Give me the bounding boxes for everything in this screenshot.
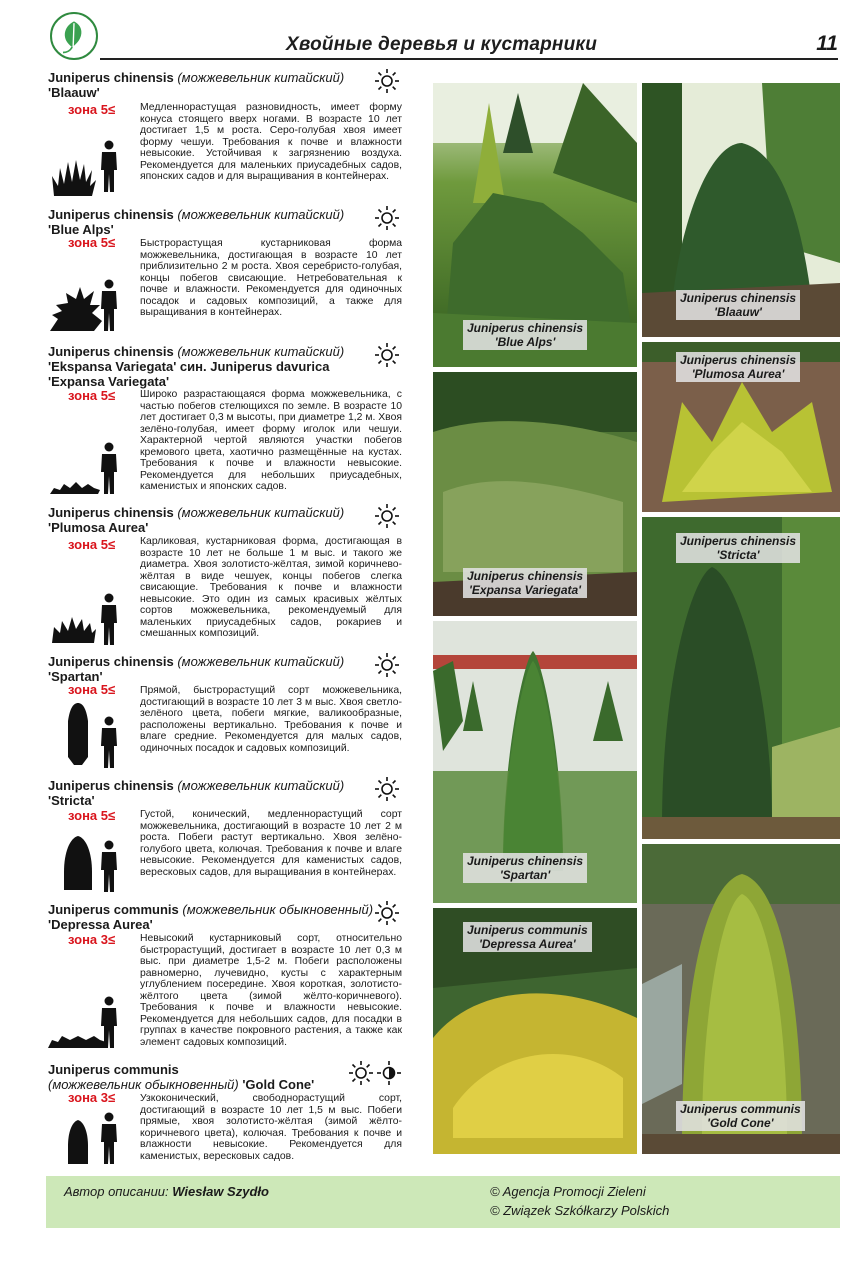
photo-caption: Juniperus communis 'Gold Cone' xyxy=(676,1101,805,1131)
entry-cultivar: 'Ekspansa Variegata' син. Juniperus davurica xyxy=(48,359,330,374)
sun-icon xyxy=(374,776,400,802)
entry-spartan xyxy=(48,654,404,770)
entry-plumosa-aurea xyxy=(48,505,404,650)
photo-caption: Juniperus chinensis 'Expansa Variegata' xyxy=(463,568,587,598)
half-shade-icon xyxy=(376,1060,402,1086)
sun-icon xyxy=(374,900,400,926)
photo-expansa-variegata xyxy=(433,372,637,616)
person-silhouette-icon xyxy=(98,140,120,192)
entry-description: Невысокий кустарниковый сорт, относительно быстрорастущий, достигает в возрасте 10 лет 0,3 м выс. при диаметре 1,5-2 м. Побеги расположены равномерно, лучевидно, кусты с характерным углублением посередине. Хвоя короткая, золотисто-жёлтого цвета (зимой жёлто-коричневого). Требования к почве и влажности невысокие. Рекомендуется для небольших садов, для посадки в группах в качестве покровного растения, а также как элемент садовых композиций. xyxy=(140,933,402,1048)
entry-cultivar: 'Depressa Aurea' xyxy=(48,917,153,932)
zone-label: зона 3≤ xyxy=(68,1090,116,1105)
page-number: 11 xyxy=(816,32,838,55)
entry-latin-name: Juniperus chinensis (можжевельник китайский) xyxy=(48,70,345,85)
photo-caption: Juniperus chinensis 'Blaauw' xyxy=(676,290,800,320)
leaf-logo-icon xyxy=(50,12,98,60)
entry-expansa-variegata xyxy=(48,344,404,500)
sun-icon xyxy=(374,342,400,368)
sun-icon xyxy=(348,1060,374,1086)
footer-author: Автор описании: Wiesław Szydło xyxy=(64,1184,269,1199)
photo-blue-alps xyxy=(433,83,637,367)
person-silhouette-icon xyxy=(98,1112,120,1164)
photo-spartan xyxy=(433,621,637,903)
person-silhouette-icon xyxy=(98,996,120,1048)
entry-description: Прямой, быстрорастущий сорт можжевельника, достигающий в возрасте 10 лет 3 м выс. Хвоя светло-зелёного цвета, побеги мягкие, валикообразные, расположены вертикально. Требования к почве и влаге средние. Рекомендуется для малых садов, одиночных посадок и садовых композиций. xyxy=(140,685,402,754)
entry-description: Быстрорастущая кустарниковая форма можжевельника, достигающая в возрасте 10 лет приблизительно 2 м роста. Хвоя серебристо-голубая, концы побегов свисающие. Нетребовательная к почве и влажности. Рекомендуется для одиночных посадок и садовых композиций, а также для выращивания в контейнерах. xyxy=(140,238,402,318)
entry-blaauw xyxy=(48,70,404,200)
entry-latin-name: Juniperus communis xyxy=(48,1062,179,1077)
photo-blaauw xyxy=(642,83,840,337)
photo-caption: Juniperus chinensis 'Spartan' xyxy=(463,853,587,883)
photo-caption: Juniperus chinensis 'Stricta' xyxy=(676,533,800,563)
zone-label: зона 5≤ xyxy=(68,682,116,697)
entry-cultivar: (можжевельник обыкновенный) 'Gold Cone' xyxy=(48,1077,315,1092)
entry-cultivar-synonym: 'Expansa Variegata' xyxy=(48,374,170,389)
entry-cultivar: 'Stricta' xyxy=(48,793,95,808)
entry-latin-name: Juniperus chinensis (можжевельник китайский) xyxy=(48,344,345,359)
entry-description: Карликовая, кустарниковая форма, достигающая в возрасте 10 лет не больше 1 м выс. и такого же диаметра. Хвоя золотисто-жёлтая, зимой коричнево-жёлтая в виде чешуек, концы побегов слегка свисающие. Требования к почве и влажности невысокие. Это один из самых красивых жёлтых сортов можжевельника, рекомендуемый для маленьких приусадебных садов, рокариев и смешанных композиций. xyxy=(140,536,402,639)
person-silhouette-icon xyxy=(98,840,120,892)
person-silhouette-icon xyxy=(98,716,120,768)
photo-plumosa-aurea xyxy=(642,342,840,512)
entry-latin-name: Juniperus chinensis (можжевельник китайский) xyxy=(48,654,345,669)
entry-latin-name: Juniperus chinensis (можжевельник китайский) xyxy=(48,207,345,222)
entry-cultivar: 'Blaauw' xyxy=(48,85,100,100)
photo-stricta xyxy=(642,517,840,839)
entry-description: Широко разрастающаяся форма можжевельника, с частью побегов стелющихся по земле. В возрасте 10 лет достигает 0,3 м высоты, при диаметре 1,2 м. Хвоя зелёно-голубая, имеет форму иголок или чешуи. Характерной чертой являются участки побегов кремового цвета, хаотично размещённые на кустах. Требования к почве и влажности невысокие. Рекомендуется для небольших приусадебных, каменистых и японских садов. xyxy=(140,389,402,492)
entry-cultivar: 'Plumosa Aurea' xyxy=(48,520,149,535)
zone-label: зона 5≤ xyxy=(68,235,116,250)
sun-icon xyxy=(374,503,400,529)
entry-description: Густой, конический, медленнорастущий сорт можжевельника, достигающий в возрасте 10 лет 2 м роста. Побеги растут вертикально. Хвоя зелёно-голубого цвета, колючая. Требования к почве и влаге невысокие. Рекомендуется для каменистых садов, вересковых садов, для выращивания в контейнерах. xyxy=(140,809,402,878)
zone-label: зона 5≤ xyxy=(68,102,116,117)
header-divider xyxy=(100,58,838,60)
zone-label: зона 3≤ xyxy=(68,932,116,947)
entry-gold-cone xyxy=(48,1062,404,1168)
photo-caption: Juniperus chinensis 'Blue Alps' xyxy=(463,320,587,350)
person-silhouette-icon xyxy=(98,279,120,331)
entry-cultivar: 'Spartan' xyxy=(48,669,103,684)
footer-copyright: © Związek Szkółkarzy Polskich xyxy=(490,1203,670,1218)
entry-blue-alps xyxy=(48,207,404,339)
entry-latin-name: Juniperus chinensis (можжевельник китайский) xyxy=(48,778,345,793)
sun-icon xyxy=(374,205,400,231)
entry-stricta xyxy=(48,778,404,896)
photo-image xyxy=(642,517,840,839)
entry-description: Узкоконический, свободнорастущий сорт, достигающий в возрасте 10 лет 1,5 м выс. Побеги прямые, хвоя золотисто-жёлтая (зимой жёлто-коричневого цвета), колючая. Требования к почве и влажности невысокие. Рекомендуется для каменистых, вересковых садов. xyxy=(140,1093,402,1162)
person-silhouette-icon xyxy=(98,442,120,494)
photo-depressa-aurea xyxy=(433,908,637,1154)
entry-description: Медленнорастущая разновидность, имеет форму конуса стоящего вверх ногами. В возрасте 10 лет достигает 1,5 м роста. Серо-голубая хвоя имеет форму чешуи. Требования к почве и влажности невысокие. Устойчивая к загрязнению воздуха. Рекомендуется для маленьких приусадебных садов, японских садов и для выращивания в контейнерах. xyxy=(140,102,402,182)
page-title: Хвойные деревья и кустарники xyxy=(286,34,598,55)
entry-cultivar: 'Blue Alps' xyxy=(48,222,114,237)
entry-latin-name: Juniperus communis (можжевельник обыкновенный) xyxy=(48,902,374,917)
entry-latin-name: Juniperus chinensis (можжевельник китайский) xyxy=(48,505,345,520)
footer-copyright: © Agencja Promocji Zieleni xyxy=(490,1184,646,1199)
footer-band xyxy=(46,1176,840,1228)
photo-caption: Juniperus communis 'Depressa Aurea' xyxy=(463,922,592,952)
entry-depressa-aurea xyxy=(48,902,404,1056)
sun-icon xyxy=(374,68,400,94)
person-silhouette-icon xyxy=(98,593,120,645)
sun-icon xyxy=(374,652,400,678)
photo-caption: Juniperus chinensis 'Plumosa Aurea' xyxy=(676,352,800,382)
zone-label: зона 5≤ xyxy=(68,388,116,403)
zone-label: зона 5≤ xyxy=(68,537,116,552)
photo-gold-cone xyxy=(642,844,840,1154)
zone-label: зона 5≤ xyxy=(68,808,116,823)
